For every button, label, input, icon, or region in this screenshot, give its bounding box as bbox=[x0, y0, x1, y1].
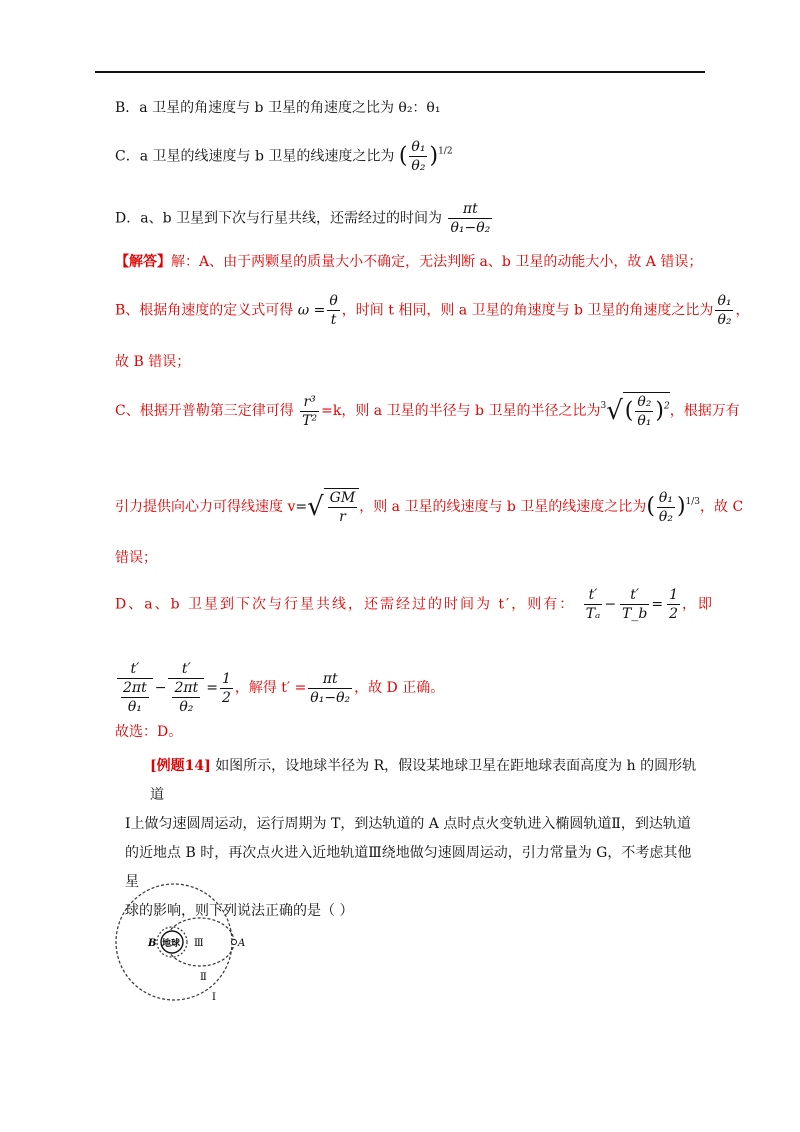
option-c-fraction: $\frac{\text{θ₁}}{\text{θ₂}}$ bbox=[411, 139, 426, 174]
header-rule bbox=[95, 71, 705, 73]
answer-line: 故选：D。 bbox=[115, 724, 183, 740]
option-c: C．a 卫星的线速度与 b 卫星的线速度之比为 ( $\frac{\text{θ₁}}{\text{θ₂}}$ )$^{1/2}$ bbox=[115, 139, 453, 174]
solution-c-end: 错误； bbox=[115, 550, 157, 566]
omega-fraction: $\frac{\theta}{t}$ bbox=[329, 293, 338, 328]
option-b bbox=[115, 98, 440, 118]
solution-a-text: 解：A、由于两颗星的质量大小不确定，无法判断 a、b 卫星的动能大小，故 A 错误； bbox=[171, 254, 703, 270]
example-tag: [例题14] bbox=[150, 758, 211, 774]
solution-b: B、根据角速度的定义式可得 ω = $\frac{\theta}{t}$ ，时间 t 相同，则 a 卫星的角速度与 b 卫星的角速度之比为 $\frac{\text{θ₁}}{\text{θ₂}}$ ， bbox=[115, 293, 750, 328]
solution-d: D、a、b 卫星到下次与行星共线，还需经过的时间为 t′，则有： $\frac{t'}{\text{Tₐ}}$ − $\frac{t'}{T\_b}$ = $\frac{1}{2}$ ，即 bbox=[115, 587, 715, 622]
example-14: [例题14] 如图所示，设地球半径为 R，假设某地球卫星在距地球表面高度为 h 的圆形轨道 Ⅰ上做匀速圆周运动，运行周期为 T，到达轨道的 A 点时点火变轨进入椭圆轨道Ⅱ，到达轨道 的近地点 B 时，再次点火进入近地轨道Ⅲ绕地做匀速圆周运动，引力常量为 G，不考虑其他星 球的影响，则下列说法正确的是（ ） bbox=[125, 758, 697, 919]
option-b-text: B．a 卫星的角速度与 b 卫星的角速度之比为 θ₂：θ₁ bbox=[115, 100, 441, 116]
label-iii: Ⅲ bbox=[194, 938, 204, 949]
solution-c: C、根据开普勒第三定律可得 $\frac{\text{r³}}{\text{T²}}$ =k，则 a 卫星的半径与 b 卫星的半径之比为$^3$√( $\frac{\text{θ₂}}{\text{θ₁}}$ )$^2$，根据万有 bbox=[115, 393, 740, 429]
velocity-root: √ $\frac{GM}{r}$ bbox=[307, 488, 359, 526]
d2-result-fraction: $\frac{\pi t}{\text{θ₁−θ₂}}$ bbox=[310, 670, 351, 706]
radius-ratio-root: $^3$√( $\frac{\text{θ₂}}{\text{θ₁}}$ )$^2$ bbox=[600, 394, 670, 429]
solution-d-result: $\frac{t'}{\frac{2\pi t}{\text{θ₁}}}$ − $\frac{t'}{\frac{2\pi t}{\text{θ₂}}}$ = $\frac{1}{2}$ ，解得 t′ = $\frac{\pi t}{\text{θ₁−θ₂}}$ ，故 D 正确。 bbox=[115, 660, 444, 716]
option-d-text: D．a、b 卫星到下次与行星共线，还需经过的时间为 bbox=[115, 210, 442, 227]
kepler-fraction: $\frac{\text{r³}}{\text{T²}}$ bbox=[302, 393, 318, 429]
omega-lhs: ω = bbox=[297, 302, 326, 319]
option-c-exponent: 1/2 bbox=[438, 146, 453, 157]
solution-c-velocity: 引力提供向心力可得线速度 v=√ $\frac{GM}{r}$ ，则 a 卫星的线速度与 b 卫星的线速度之比为( $\frac{\text{θ₁}}{\text{θ₂}}$ )$^{1/3}$，故 C bbox=[115, 489, 744, 525]
d2-fraction-1: $\frac{t'}{\frac{2\pi t}{\text{θ₁}}}$ bbox=[117, 660, 153, 716]
point-a bbox=[232, 940, 237, 945]
label-ii: Ⅱ bbox=[200, 972, 207, 983]
label-earth: 地球 bbox=[162, 939, 181, 949]
option-c-text: C．a 卫星的线速度与 b 卫星的线速度之比为 bbox=[115, 148, 395, 165]
d2-half: $\frac{1}{2}$ bbox=[221, 670, 231, 706]
d-fraction-2: $\frac{t'}{T\_b}$ bbox=[622, 587, 648, 622]
label-b: B bbox=[148, 938, 157, 949]
solution-tag: 【解答】 bbox=[115, 254, 171, 270]
solution-b-end: 故 B 错误； bbox=[115, 354, 191, 370]
d-half: $\frac{1}{2}$ bbox=[669, 587, 679, 622]
d-fraction-1: $\frac{t'}{\text{Tₐ}}$ bbox=[585, 587, 601, 622]
label-a: A bbox=[238, 938, 246, 949]
orbit-figure bbox=[112, 880, 262, 1004]
solution-intro bbox=[115, 252, 702, 272]
b-ratio-fraction: $\frac{\text{θ₁}}{\text{θ₂}}$ bbox=[717, 293, 732, 328]
d2-fraction-2: $\frac{t'}{\frac{2\pi t}{\text{θ₂}}}$ bbox=[168, 660, 204, 716]
option-d bbox=[115, 200, 494, 237]
label-i: Ⅰ bbox=[212, 992, 216, 1003]
option-d-fraction: $\frac{\pi t}{\text{θ₁−θ₂}}$ bbox=[450, 201, 491, 236]
c-ratio-fraction: $\frac{\text{θ₁}}{\text{θ₂}}$ bbox=[658, 489, 673, 525]
